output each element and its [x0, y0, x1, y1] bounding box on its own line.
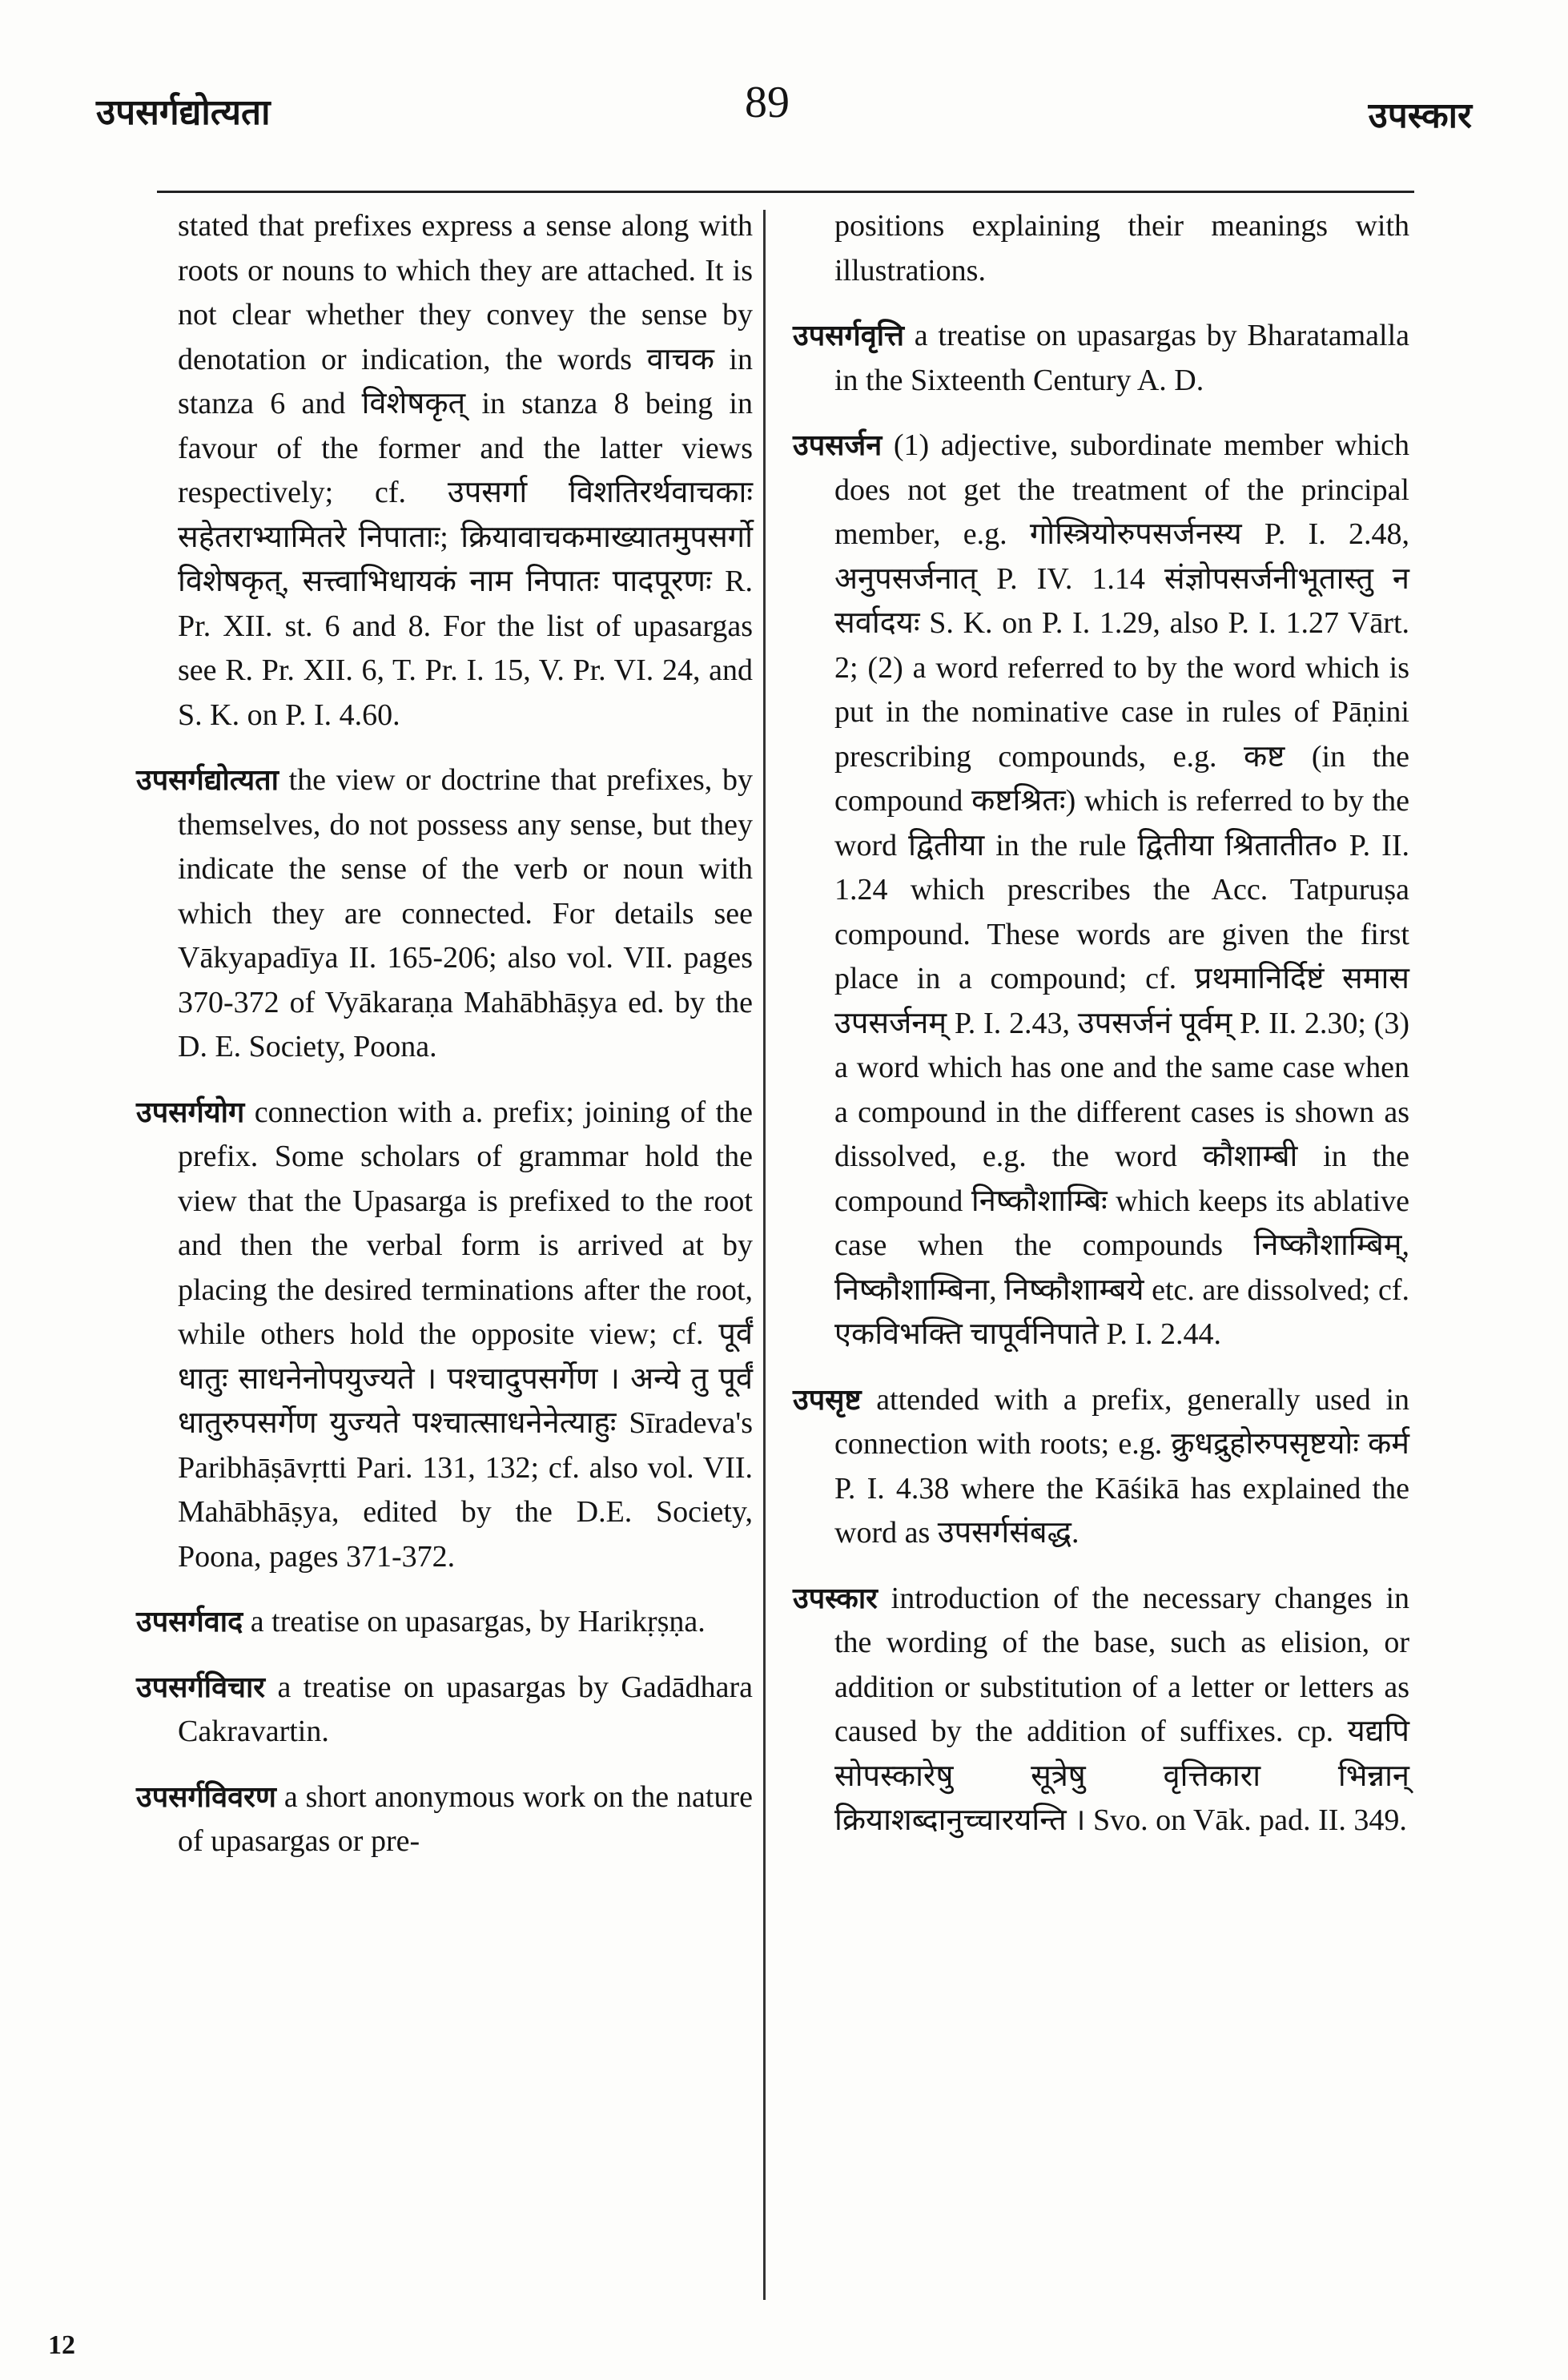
entry-text: a short anonymous work on the nature of upasargas or pre- — [178, 1779, 753, 1858]
dictionary-entry — [793, 1378, 1409, 1556]
dictionary-entry — [136, 1600, 753, 1645]
entry-text: the view or doctrine that prefixes, by themselves, do not possess any sense, but they indicate the sense of the verb or noun with which they are connected. For details see Vākyapadīya II. 165-206; also vol. VII. pages 370-372 of Vyākaraṇa Mahābhāṣya ed. by the D. E. Society, Poona. — [178, 763, 753, 1063]
entry-text: a treatise on upasargas by Bharatamalla in the Sixteenth Century A. D. — [834, 319, 1409, 397]
running-head-right: उपस्कार — [1368, 95, 1472, 136]
dictionary-entry — [136, 758, 753, 1070]
page-header — [0, 0, 1568, 160]
entry-text: positions explaining their meanings with illustrations. — [834, 209, 1409, 287]
entry-text: connection with a. prefix; joining of the prefix. Some scholars of grammar hold the view that the Upasarga is prefixed to the root and then the verbal form is arrived at by placing the desired terminations after the root, while others hold the opposite view; cf. पूर्वं धातुः साधनेनोपयुज्यते । पश्चादुपसर्गेण । अन्ये तु पूर्वं धातुरुपसर्गेण युज्यते पश्चात्साधनेनेत्याहुः Sīradeva's Paribhāṣāvṛtti Pari. 131, 132; cf. also vol. VII. Mahābhāṣya, edited by the D.E. Society, Poona, pages 371-372. — [178, 1095, 753, 1574]
dictionary-entry — [136, 1091, 753, 1580]
entry-headword: उपसर्गवाद — [136, 1605, 243, 1638]
running-head-left: उपसर्गद्योत्यता — [96, 92, 271, 133]
entry-headword: उपसर्गद्योत्यता — [136, 763, 279, 797]
entry-text: a treatise on upasargas by Gadādhara Cakravartin. — [178, 1670, 753, 1748]
header-rule — [157, 191, 1414, 193]
entry-text: attended with a prefix, generally used in connection with roots; e.g. क्रुधद्रुहोरुपसृष्टयोः कर्म P. I. 4.38 where the Kāśikā has explained the word as उपसर्गसंबद्ध. — [834, 1382, 1409, 1550]
page-number: 89 — [745, 78, 790, 127]
right-column — [793, 204, 1409, 1864]
entry-text: (1) adjective, subordinate member which does not get the treatment of the principal member, e.g. गोस्त्रियोरुपसर्जनस्य P. I. 2.48, अनुपसर्जनात् P. IV. 1.14 संज्ञोपसर्जनीभूतास्तु न सर्वादयः S. K. on P. I. 1.29, also P. I. 1.27 Vārt. 2; (2) a word referred to by the word which is put in the nominative case in rules of Pāṇini prescribing compounds, e.g. कष्ट (in the compound कष्टश्रितः) which is referred to by the word द्वितीया in the rule द्वितीया श्रितातीत० P. II. 1.24 which prescribes the Acc. Tatpuruṣa compound. These words are given the first place in a compound; cf. प्रथमानिर्दिष्टं समास उपसर्जनम् P. I. 2.43, उपसर्जनं पूर्वम् P. II. 2.30; (3) a word which has one and the same case when a compound in the different cases is shown as dissolved, e.g. the word कौशाम्बी in the compound निष्कौशाम्बिः which keeps its ablative case when the compounds निष्कौशाम्बिम्, निष्कौशाम्बिना, निष्कौशाम्बये etc. are dissolved; cf. एकविभक्ति चापूर्वनिपाते P. I. 2.44. — [834, 428, 1409, 1351]
dictionary-entry — [136, 1666, 753, 1755]
dictionary-entry — [136, 1775, 753, 1864]
entry-headword: उपसर्गविचार — [136, 1670, 266, 1704]
entry-headword: उपसर्गयोग — [136, 1095, 245, 1129]
entry-text: stated that prefixes express a sense along with roots or nouns to which they are attached. It is not clear whether they convey the sense by denotation or indication, the words वाचक in stanza 6 and विशेषकृत् in stanza 8 being in favour of the former and the latter views respectively; cf. उपसर्गा विशतिरर्थवाचकाः सहेतराभ्यामितरे निपाताः; क्रियावाचकमाख्यातमुपसर्गो विशेषकृत्, सत्त्वाभिधायकं नाम निपातः पादपूरणः R. Pr. XII. st. 6 and 8. For the list of upasargas see R. Pr. XII. 6, T. Pr. I. 15, V. Pr. VI. 24, and S. K. on P. I. 4.60. — [178, 209, 753, 732]
dictionary-entry — [136, 204, 753, 738]
entry-headword: उपसर्गविवरण — [136, 1779, 276, 1814]
dictionary-entry — [793, 204, 1409, 293]
signature-mark: 12 — [48, 2330, 75, 2360]
dictionary-entry — [793, 424, 1409, 1357]
entry-text: a treatise on upasargas, by Harikṛṣṇa. — [243, 1605, 706, 1638]
entry-text: introduction of the necessary changes in the wording of the base, such as elision, or addition or substitution of a letter or letters as caused by the addition of suffixes. cp. यद्यपि सोपस्कारेषु सूत्रेषु वृत्तिकारा भिन्नान् क्रियाशब्दानुच्चारयन्ति । Svo. on Vāk. pad. II. 349. — [834, 1581, 1409, 1837]
dictionary-entry — [793, 314, 1409, 403]
entry-headword: उपसर्गवृत्ति — [793, 319, 904, 352]
entry-headword: उपसृष्ट — [793, 1382, 862, 1417]
column-divider — [763, 210, 766, 2300]
entry-headword: उपसर्जन — [793, 428, 883, 462]
dictionary-entry — [793, 1577, 1409, 1843]
left-column — [136, 204, 753, 1885]
entry-headword: उपस्कार — [793, 1581, 878, 1615]
